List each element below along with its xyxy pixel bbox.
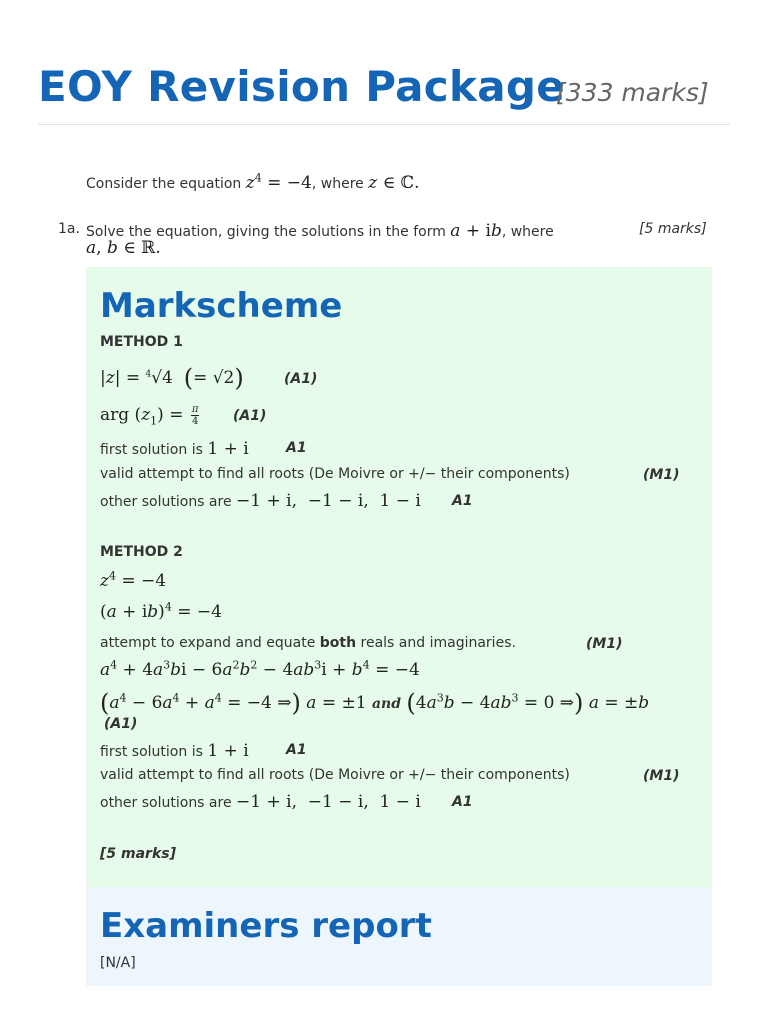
m2-line5: ($a^4 - 6a^4 + a^4 = -4$ ⇒) a = ±1 and ($4a^3b - 4ab^3 = 0$ ⇒) a = ±b: [100, 689, 650, 717]
m2-line2: (a + ib)$^4$ = −4: [100, 600, 222, 622]
equation: $z^4 = -4$: [245, 171, 312, 193]
m1-line2: arg $(z_1)$ = $\frac{\pi}{4}$: [100, 404, 199, 428]
m1-line1: |z| = $^4$√4 (= √2): [100, 364, 244, 392]
m2-line7: valid attempt to find all roots (De Moivre or +/− their components): [100, 767, 570, 783]
m2-line1: $z^4 = -4$: [100, 569, 167, 591]
mark: (M1): [643, 467, 680, 483]
examiners-report-heading: Examiners report: [100, 906, 432, 946]
m2-line8: other solutions are −1 + i, −1 − i, 1 − i: [100, 792, 421, 812]
mark: A1: [286, 440, 307, 456]
m1-line3: first solution is 1 + i: [100, 439, 249, 459]
mark: (A1): [104, 716, 138, 732]
mark: A1: [452, 493, 473, 509]
examiners-report-text: [N/A]: [100, 955, 136, 971]
mark: (M1): [586, 636, 623, 652]
mark: (M1): [643, 768, 680, 784]
mark: A1: [286, 742, 307, 758]
method1-label: METHOD 1: [100, 334, 183, 350]
divider: [38, 124, 730, 125]
part-text-cont: a, b ∈ ℝ.: [86, 238, 161, 258]
part-text: Solve the equation, giving the solutions in the form a + ib, where: [86, 221, 554, 241]
markscheme-heading: Markscheme: [100, 286, 343, 326]
m2-line4: $a^4 + 4a^3bi - 6a^2b^2 - 4ab^3i + b^4 = -4$: [100, 658, 420, 680]
m1-line5: other solutions are −1 + i, −1 − i, 1 − i: [100, 491, 421, 511]
markscheme-total: [5 marks]: [100, 846, 176, 862]
mark: (A1): [233, 408, 267, 424]
m2-line3: attempt to expand and equate both reals and imaginaries.: [100, 635, 516, 651]
m2-line6: first solution is 1 + i: [100, 741, 249, 761]
mark: A1: [452, 794, 473, 810]
mark: (A1): [284, 371, 318, 387]
part-label: 1a.: [58, 221, 80, 237]
m1-line4: valid attempt to find all roots (De Moivre or +/− their components): [100, 466, 570, 482]
question-intro: Consider the equation $z^4 = -4$, where z ∈ ℂ.: [86, 171, 420, 193]
method2-label: METHOD 2: [100, 544, 183, 560]
total-marks: [333 marks]: [556, 78, 709, 107]
part-marks: [5 marks]: [639, 221, 707, 237]
page-title: EOY Revision Package: [38, 62, 566, 111]
